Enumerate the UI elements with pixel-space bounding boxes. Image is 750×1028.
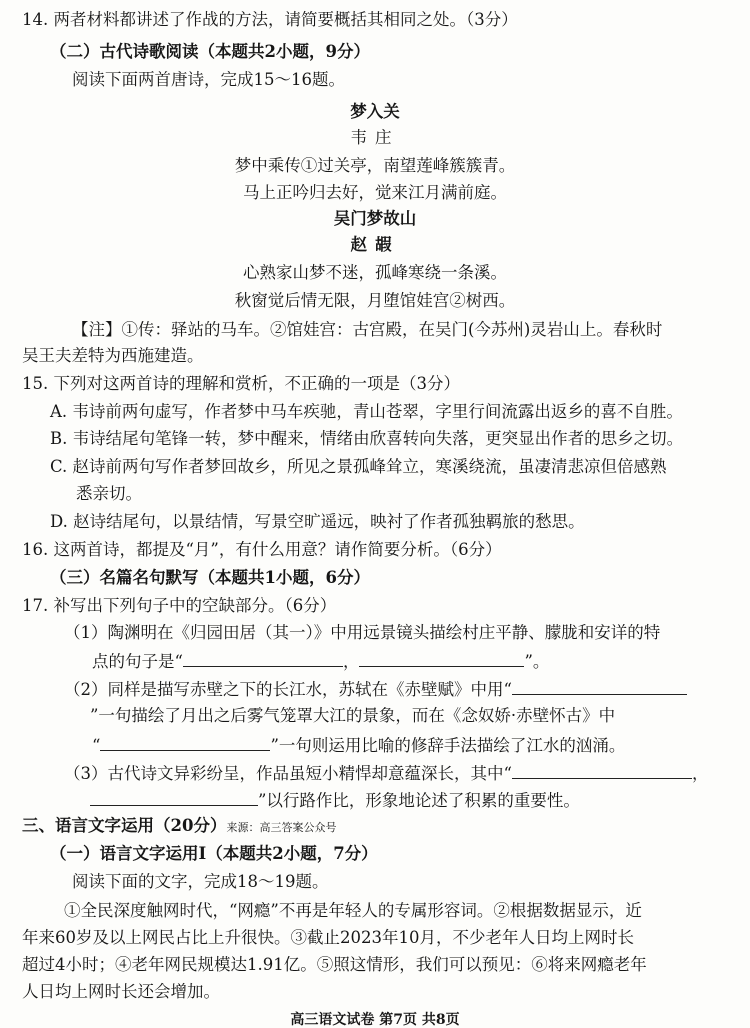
question-17-part3-comma: ， (691, 764, 709, 783)
question-17-part3-suffix: ”以行路作比，形象地论述了积累的重要性。 (258, 791, 580, 810)
question-17-part3-line1 (64, 760, 708, 786)
question-17-part1-line2 (92, 648, 549, 674)
passage-line-3: 超过4小时；④老年网民规模达1.91亿。⑤照这情形，我们可以预见：⑥将来网瘾老年 (22, 955, 647, 974)
part-3-heading (22, 814, 336, 840)
question-15-option-d: D. 赵诗结尾句，以景结情，写景空旷遥远，映衬了作者孤独羁旅的愁思。 (50, 512, 585, 531)
question-16: 16. 这两首诗，都提及“月”，有什么用意？请作简要分析。（6分） (22, 540, 502, 559)
question-17-part1-prefix: 点的句子是“ (92, 652, 183, 671)
note-line-1: 【注】①传：驿站的马车。②馆娃宫：古宫殿，在吴门(今苏州)灵岩山上。春秋时 (72, 320, 663, 339)
question-17-part1-suffix: ”。 (524, 652, 550, 671)
passage-line-1: ①全民深度触网时代，“网瘾”不再是年轻人的专属形容词。②根据数据显示，近 (64, 901, 642, 920)
poem1-title: 梦入关 (350, 102, 400, 121)
question-17-part1-comma: ， (342, 652, 360, 671)
question-15-option-c: C. 赵诗前两句写作者梦回故乡，所见之景孤峰耸立，寒溪绕流，虽凄清悲凉但倍感熟 (50, 457, 667, 476)
poem2-author: 赵嘏 (350, 235, 400, 254)
answer-blank-1[interactable] (183, 648, 343, 667)
note-line-2: 吴王夫差特为西施建造。 (22, 346, 204, 365)
poem1-line2: 马上正吟归去好，觉来江月满前庭。 (243, 183, 507, 202)
answer-blank-5[interactable] (512, 760, 692, 779)
answer-blank-2[interactable] (359, 648, 524, 667)
part-3-subtitle: （一）语言文字运用Ⅰ（本题共2小题，7分） (50, 844, 378, 863)
question-14: 14. 两者材料都讲述了作战的方法，请简要概括其相同之处。（3分） (22, 10, 518, 29)
question-15-option-c-cont: 悉亲切。 (76, 484, 142, 503)
question-15-stem: 15. 下列对这两首诗的理解和赏析，不正确的一项是（3分） (22, 374, 460, 393)
poem1-line1: 梦中乘传①过关亭，南望莲峰簇簇青。 (234, 156, 516, 175)
poem2-title: 吴门梦故山 (333, 209, 417, 228)
part-3-title: 三、语言文字运用（20分） (22, 816, 227, 835)
question-17-part2-suffix: ”一句则运用比喻的修辞手法描绘了江水的汹涌。 (270, 736, 626, 755)
section-2-intro: 阅读下面两首唐诗，完成15～16题。 (72, 70, 345, 89)
question-17-stem: 17. 补写出下列句子中的空缺部分。（6分） (22, 596, 337, 615)
question-17-part2-line1 (64, 676, 687, 702)
question-15-option-a: A. 韦诗前两句虚写，作者梦中马车疾驰，青山苍翠，字里行间流露出返乡的喜不自胜。 (50, 402, 683, 421)
question-15-option-b: B. 韦诗结尾句笔锋一转，梦中醒来，情绪由欣喜转向失落，更突显出作者的思乡之切。 (50, 429, 684, 448)
answer-blank-4[interactable] (100, 732, 270, 751)
question-17-part2-line3 (92, 732, 625, 758)
question-17-part2-line2: ”一句描绘了月出之后雾气笼罩大江的景象，而在《念奴娇·赤壁怀古》中 (90, 706, 616, 725)
passage-line-2: 年来60岁及以上网民占比上升很快。③截止2023年10月，不少老年人日均上网时长 (22, 928, 634, 947)
section-3-title: （三）名篇名句默写（本题共1小题，6分） (50, 568, 370, 587)
answer-blank-6[interactable] (90, 787, 258, 806)
question-17-part3-line2 (90, 787, 580, 813)
poem1-author: 韦庄 (350, 128, 400, 147)
part-3-source-watermark: 来源：高三答案公众号 (226, 821, 337, 834)
question-17-part3-prefix: （3）古代诗文异彩纷呈，作品虽短小精悍却意蕴深长，其中“ (64, 764, 512, 783)
answer-blank-3[interactable] (512, 676, 687, 695)
page-footer: 高三语文试卷 第7页 共8页 (290, 1012, 460, 1028)
question-17-part2-open-quote: “ (92, 736, 101, 755)
poem2-line1: 心熟家山梦不迷，孤峰寒绕一条溪。 (243, 263, 507, 282)
question-17-part1-line1: （1）陶渊明在《归园田居（其一）》中用远景镜头描绘村庄平静、朦胧和安详的特 (64, 623, 661, 642)
section-2-title: （二）古代诗歌阅读（本题共2小题，9分） (50, 42, 370, 61)
part-3-intro: 阅读下面的文字，完成18～19题。 (72, 872, 329, 891)
poem2-line2: 秋窗觉后情无限，月堕馆娃宫②树西。 (234, 291, 516, 310)
question-17-part2-prefix: （2）同样是描写赤壁之下的长江水，苏轼在《赤壁赋》中用“ (64, 680, 512, 699)
passage-line-4: 人日均上网时长还会增加。 (22, 982, 220, 1001)
